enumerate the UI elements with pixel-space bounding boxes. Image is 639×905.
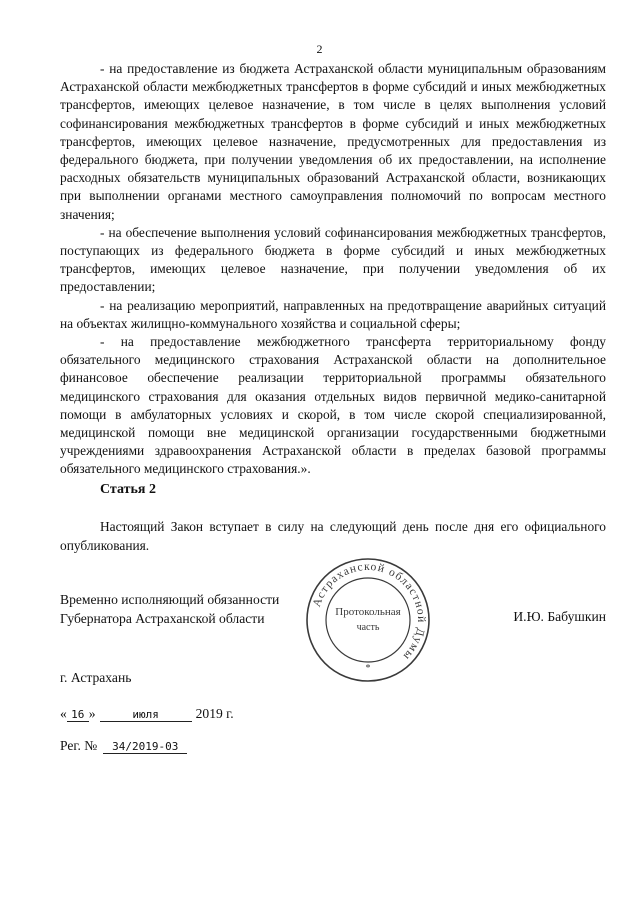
article-title: Статья 2 bbox=[100, 482, 156, 497]
date-year: 2019 г. bbox=[195, 706, 234, 721]
signing-date bbox=[60, 706, 234, 722]
registration-label: Рег. № bbox=[60, 738, 98, 753]
stamp-center-line-2: часть bbox=[356, 622, 380, 633]
date-close-quote: » bbox=[88, 706, 96, 721]
date-day: 16 bbox=[67, 708, 89, 722]
signatory-line-1: Временно исполняющий обязанности bbox=[60, 592, 280, 607]
official-stamp bbox=[305, 557, 431, 683]
paragraph-cofinancing: - на обеспечение выполнения условий софинансирования межбюджетных трансфертов, поступающих из федерального бюджета в форме субсидий и иных межбюджетных трансфертов, имеющих целевое назначение, при получении уведомления об их предоставлении; bbox=[60, 224, 606, 295]
stamp-ring-text: Астраханской областной Думы bbox=[310, 560, 428, 663]
signatory-name: И.Ю. Бабушкин bbox=[513, 609, 606, 624]
signatory-line-2: Губернатора Астраханской области bbox=[60, 611, 265, 626]
law-body-text bbox=[60, 60, 606, 479]
stamp-inner-ring bbox=[326, 578, 410, 662]
stamp-star: * bbox=[365, 663, 371, 674]
paragraph-medical-insurance: - на предоставление межбюджетного трансферта территориальному фонду обязательного медицинского страхования Астраханской области на дополнительное финансовое обеспечение реализации территориальной программы обязательного медицинского страхования для оказания отдельных видов первичной медико-санитарной помощи в амбулаторных условиях и скорой, в том числе скорой специализированной, медицинской помощи вне медицинской организации государственными бюджетными учреждениями здравоохранения Астраханской области в пределах базовой программы обязательного медицинского страхования.». bbox=[60, 334, 606, 477]
article-text bbox=[60, 518, 606, 555]
paragraph-emergency: - на реализацию мероприятий, направленных на предотвращение аварийных ситуаций на объектах жилищно-коммунального хозяйства и социальной сферы; bbox=[60, 297, 606, 331]
stamp-center-line-1: Протокольная bbox=[335, 606, 401, 618]
article-paragraph: Настоящий Закон вступает в силу на следующий день после дня его официального опубликования. bbox=[60, 519, 606, 553]
page-number: 2 bbox=[316, 42, 323, 56]
registration-line bbox=[60, 738, 187, 754]
signatory-title bbox=[60, 590, 279, 628]
registration-number: 34/2019-03 bbox=[103, 740, 187, 754]
date-open-quote: « bbox=[60, 706, 67, 721]
date-month: июля bbox=[100, 708, 192, 722]
paragraph-subsidies: - на предоставление из бюджета Астраханской области муниципальным образованиям Астраханской области межбюджетных трансфертов в форме субсидий и иных межбюджетных трансфертов, имеющих целевое назначение, в том числе в целях выполнения условий софинансирования межбюджетных трансфертов в форме субсидий и иных межбюджетных трансфертов, имеющих целевое назначение, предусмотренных для предоставления из федерального бюджета, при получении уведомления об их предоставлении, на исполнение расходных обязательств муниципальных образований Астраханской области, возникающих при выполнении органами местного самоуправления полномочий по вопросам местного значения; bbox=[60, 61, 606, 222]
city: г. Астрахань bbox=[60, 670, 132, 685]
